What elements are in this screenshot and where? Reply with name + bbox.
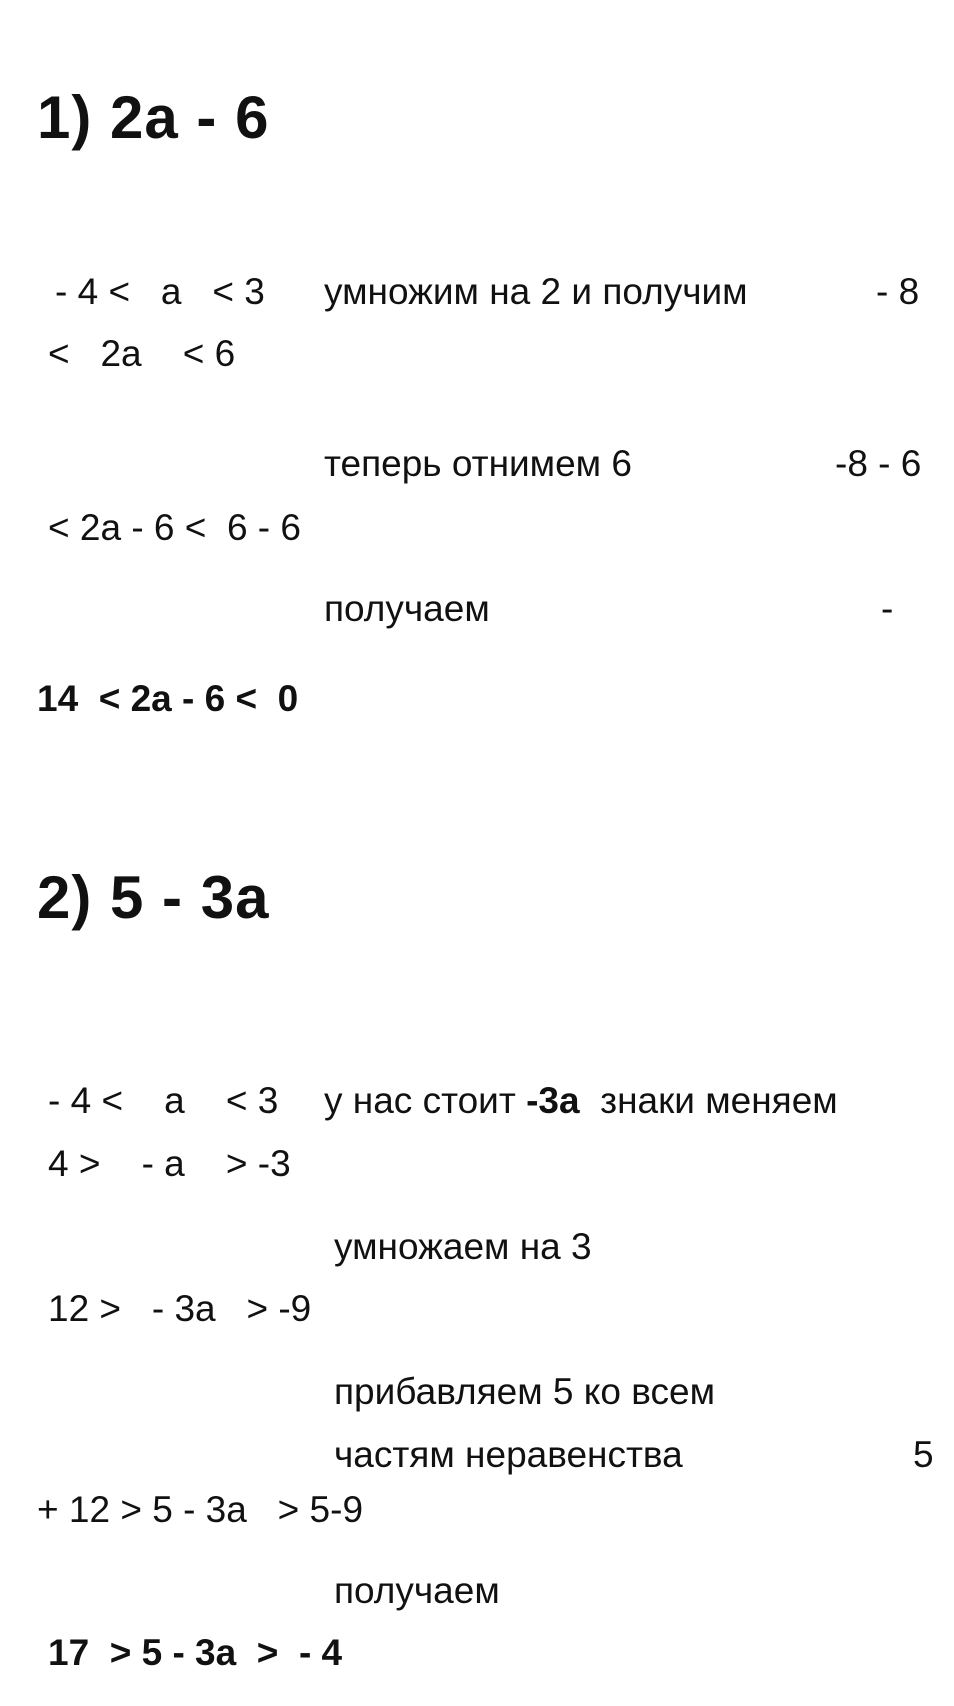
part2-final-result: 17 > 5 - 3а > - 4 (48, 1632, 343, 1673)
part2-step2-explanation: умножаем на 3 (334, 1226, 592, 1267)
part2-step2-result: 12 > - 3а > -9 (48, 1288, 312, 1329)
part1-final-result: 14 < 2а - 6 < 0 (37, 678, 299, 719)
part2-step3-result-cont: + 12 > 5 - 3а > 5-9 (37, 1489, 364, 1530)
part2-step1-text-after: знаки меняем (579, 1080, 838, 1121)
part1-step1-explanation: умножим на 2 и получим (324, 271, 748, 312)
part1-step1-result-cont: < 2а < 6 (48, 333, 236, 374)
part1-step1-result-start: - 8 (876, 271, 920, 312)
part2-step3-explanation-line1: прибавляем 5 ко всем (334, 1371, 716, 1412)
part2-step1-explanation (324, 1082, 838, 1119)
part2-step1-text-bold: -3а (526, 1080, 580, 1121)
part1-step2-result-cont: < 2а - 6 < 6 - 6 (48, 507, 301, 548)
part1-step2-result-start: -8 - 6 (835, 443, 922, 484)
part2-heading: 2) 5 - 3а (37, 864, 270, 931)
part2-step4-explanation: получаем (334, 1570, 500, 1611)
part1-step3-result-start: - (881, 588, 894, 629)
part1-step3-explanation: получаем (324, 588, 490, 629)
part2-step1-result: 4 > - а > -3 (48, 1143, 291, 1184)
part1-step2-explanation: теперь отнимем 6 (324, 443, 632, 484)
part2-step3-explanation-line2: частям неравенства (334, 1434, 683, 1475)
part2-step3-result-start: 5 (913, 1434, 934, 1475)
part2-step1-text-before: у нас стоит (324, 1080, 527, 1121)
part1-heading: 1) 2а - 6 (37, 84, 270, 151)
part2-step1-inequality: - 4 < а < 3 (48, 1080, 279, 1121)
part1-step1-inequality: - 4 < а < 3 (55, 271, 265, 312)
